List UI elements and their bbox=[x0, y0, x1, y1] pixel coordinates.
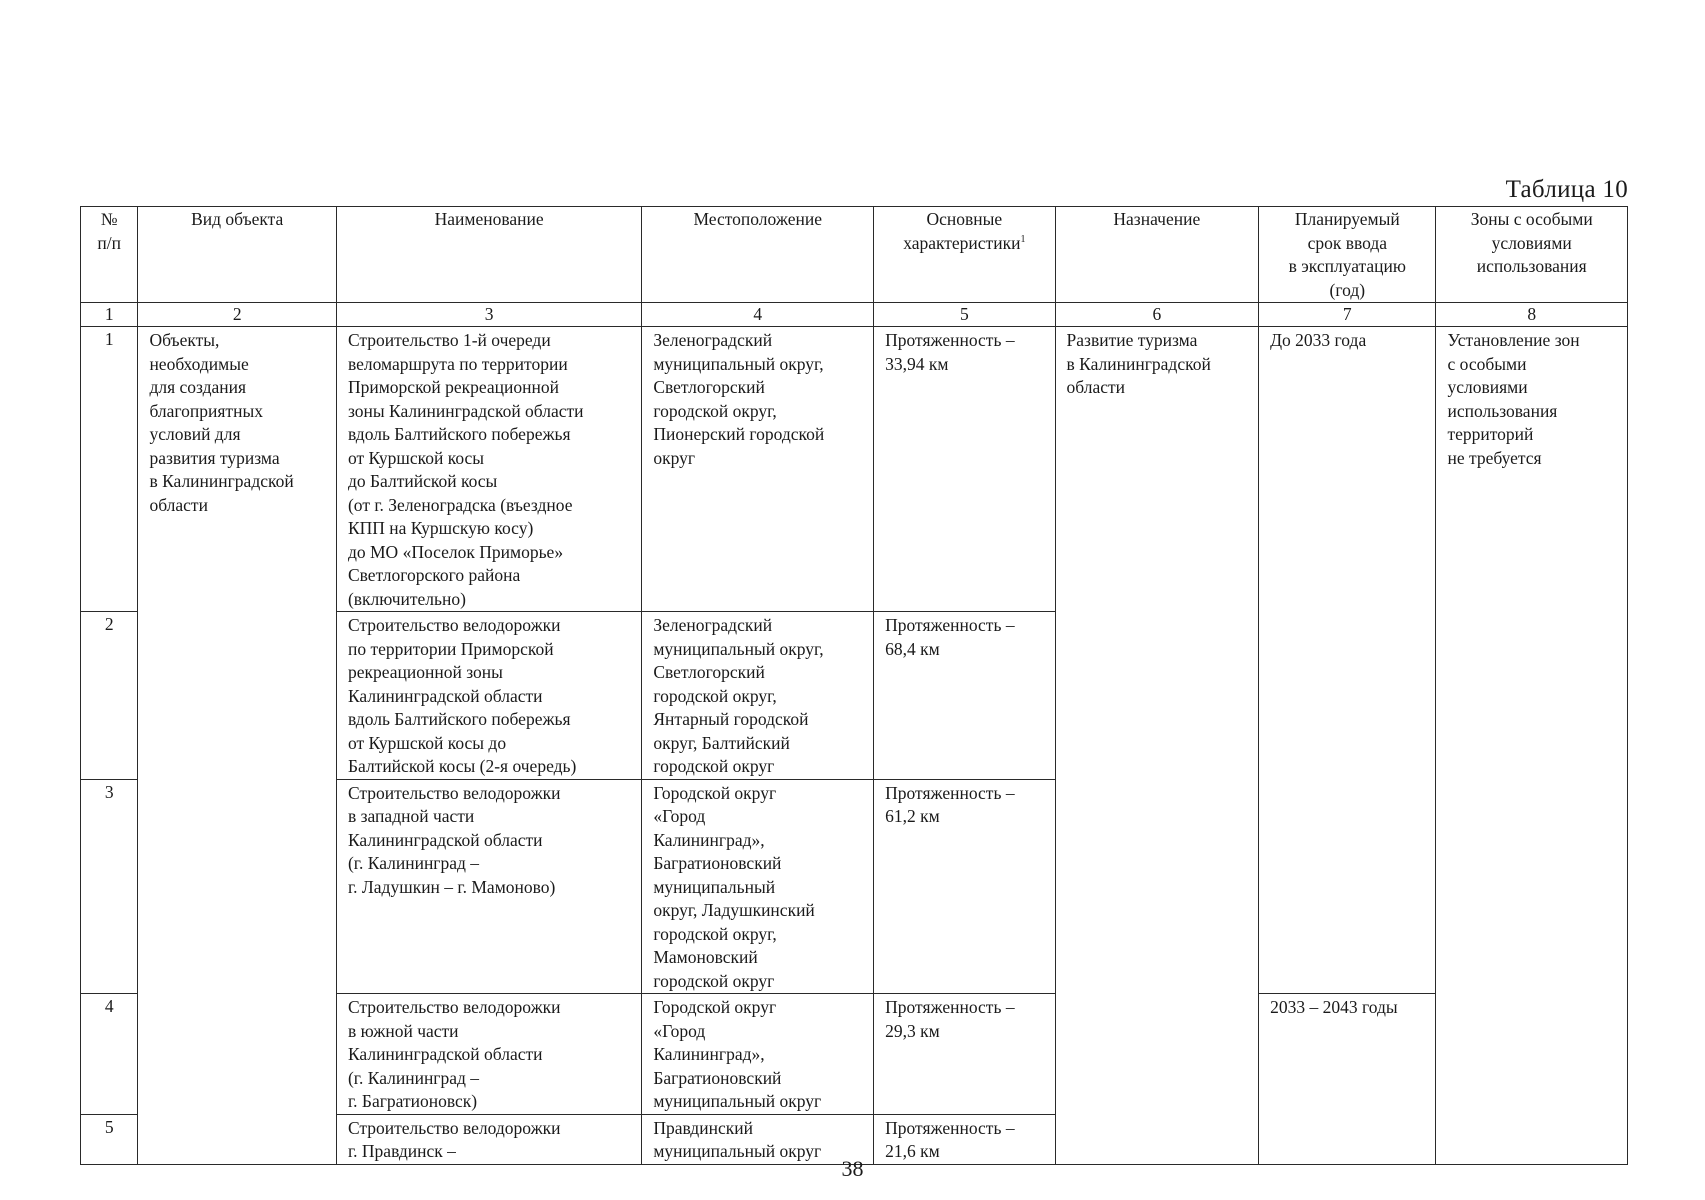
column-number: 5 bbox=[874, 303, 1055, 327]
location-cell: Зеленоградский муниципальный округ, Светлогорский городской округ, Янтарный городской округ, Балтийский городской округ bbox=[642, 612, 874, 780]
header-characteristics bbox=[874, 207, 1055, 303]
column-number: 3 bbox=[336, 303, 641, 327]
row-number: 4 bbox=[81, 994, 138, 1115]
page-number: 38 bbox=[841, 1156, 864, 1181]
column-number: 4 bbox=[642, 303, 874, 327]
purpose-cell: Развитие туризма в Калининградской области bbox=[1055, 327, 1259, 1165]
characteristics-cell: Протяженность – 68,4 км bbox=[874, 612, 1055, 780]
column-number: 7 bbox=[1259, 303, 1436, 327]
term-cell: 2033 – 2043 годы bbox=[1259, 994, 1436, 1165]
location-cell: Городской округ «Город Калининград», Багратионовский муниципальный округ bbox=[642, 994, 874, 1115]
header-name: Наименование bbox=[336, 207, 641, 303]
header-zones: Зоны с особыми условиями использования bbox=[1436, 207, 1628, 303]
footnote-marker: 1 bbox=[1020, 233, 1026, 245]
characteristics-cell: Протяженность – 61,2 км bbox=[874, 779, 1055, 994]
objects-table bbox=[80, 206, 1628, 1165]
column-number: 8 bbox=[1436, 303, 1628, 327]
term-cell: До 2033 года bbox=[1259, 327, 1436, 994]
table-caption: Таблица 10 bbox=[1505, 176, 1628, 203]
header-characteristics-text: Основные характеристики bbox=[903, 209, 1021, 253]
header-purpose: Назначение bbox=[1055, 207, 1259, 303]
row-number: 1 bbox=[81, 327, 138, 612]
object-type-cell: Объекты, необходимые для создания благоприятных условий для развития туризма в Калининградской области bbox=[138, 327, 337, 1165]
row-number: 3 bbox=[81, 779, 138, 994]
name-cell: Строительство велодорожки г. Правдинск – bbox=[336, 1114, 641, 1164]
row-number: 5 bbox=[81, 1114, 138, 1164]
name-cell: Строительство 1-й очереди веломаршрута по территории Приморской рекреационной зоны Калининградской области вдоль Балтийского побережья от Куршской косы до Балтийской косы (от г. Зеленоградска (въездное КПП на Куршскую косу) до МО «Поселок Приморье» Светлогорского района (включительно) bbox=[336, 327, 641, 612]
column-number: 1 bbox=[81, 303, 138, 327]
characteristics-cell: Протяженность – 33,94 км bbox=[874, 327, 1055, 612]
location-cell: Правдинский муниципальный округ bbox=[642, 1114, 874, 1164]
characteristics-cell: Протяженность – 21,6 км bbox=[874, 1114, 1055, 1164]
characteristics-cell: Протяженность – 29,3 км bbox=[874, 994, 1055, 1115]
header-object-type: Вид объекта bbox=[138, 207, 337, 303]
header-term: Планируемый срок ввода в эксплуатацию (год) bbox=[1259, 207, 1436, 303]
zones-cell: Установление зон с особыми условиями использования территорий не требуется bbox=[1436, 327, 1628, 1165]
name-cell: Строительство велодорожки по территории Приморской рекреационной зоны Калининградской области вдоль Балтийского побережья от Куршской косы до Балтийской косы (2-я очередь) bbox=[336, 612, 641, 780]
column-number: 6 bbox=[1055, 303, 1259, 327]
name-cell: Строительство велодорожки в западной части Калининградской области (г. Калининград – г. Ладушкин – г. Мамоново) bbox=[336, 779, 641, 994]
location-cell: Городской округ «Город Калининград», Багратионовский муниципальный округ, Ладушкинский городской округ, Мамоновский городской округ bbox=[642, 779, 874, 994]
header-number: № п/п bbox=[81, 207, 138, 303]
name-cell: Строительство велодорожки в южной части Калининградской области (г. Калининград – г. Багратионовск) bbox=[336, 994, 641, 1115]
location-cell: Зеленоградский муниципальный округ, Светлогорский городской округ, Пионерский городской округ bbox=[642, 327, 874, 612]
header-row bbox=[81, 207, 1628, 303]
column-number: 2 bbox=[138, 303, 337, 327]
table-row bbox=[81, 327, 1628, 612]
column-number-row bbox=[81, 303, 1628, 327]
header-location: Местоположение bbox=[642, 207, 874, 303]
row-number: 2 bbox=[81, 612, 138, 780]
